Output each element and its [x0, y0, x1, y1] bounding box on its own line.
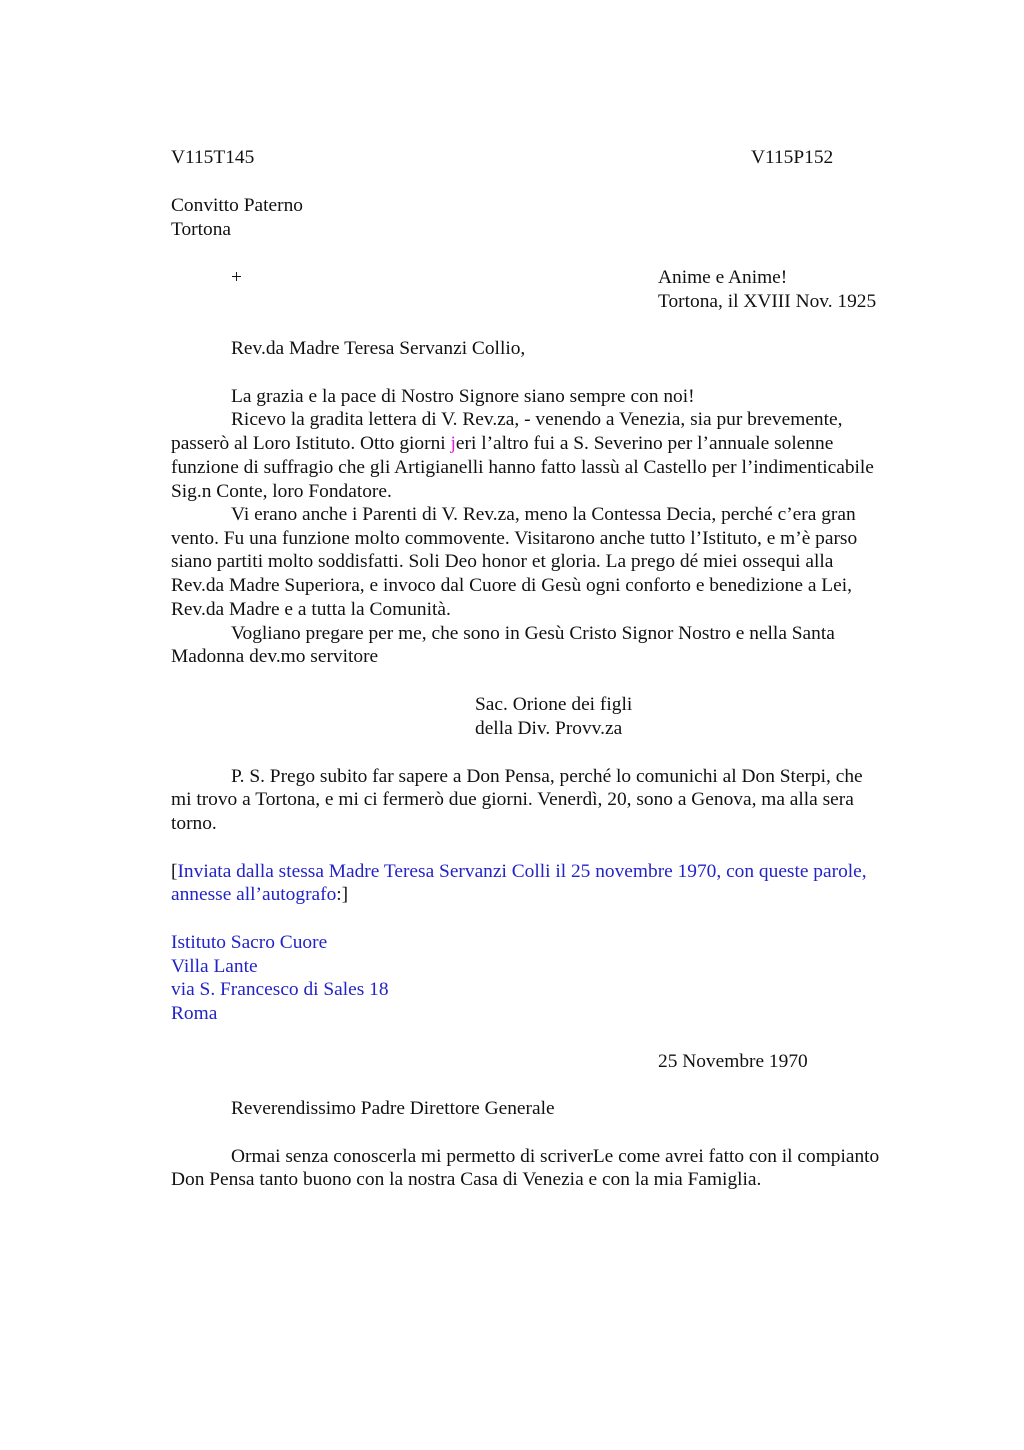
postscript-line1: P. S. Prego subito far sapere a Don Pensa, perché lo comunichi al Don Sterpi, che — [231, 766, 863, 787]
editorial-note-text2: annesse all’autografo — [171, 884, 337, 905]
highlighted-letter: j — [450, 433, 456, 454]
address-line3: via S. Francesco di Sales 18 — [171, 979, 389, 1000]
cross-mark: + — [231, 267, 242, 288]
para1-line2-end: eri l’altro fui a S. Severino per l’annuale solenne — [455, 433, 834, 454]
para1-line4: Sig.n Conte, loro Fondatore. — [171, 481, 392, 502]
para2-line1: Vi erano anche i Parenti di V. Rev.za, meno la Contessa Decia, perché c’era gran — [231, 504, 856, 525]
reply-para-line1: Ormai senza conoscerla mi permetto di scriverLe come avrei fatto con il compianto — [231, 1146, 880, 1167]
editorial-open-bracket: [ — [171, 861, 178, 882]
sender-name: Convitto Paterno — [171, 195, 303, 216]
signature-line1: Sac. Orione dei figli — [475, 694, 633, 715]
editorial-note-line2 — [171, 883, 348, 907]
address-line4: Roma — [171, 1003, 218, 1024]
para2-line5: Rev.da Madre e a tutta la Comunità. — [171, 599, 451, 620]
para2-line2: vento. Fu una funzione molto commovente. Visitarono anche tutto l’Istituto, e m’è parso — [171, 528, 858, 549]
sender-city: Tortona — [171, 219, 232, 240]
para2-line3: siano partiti molto soddisfatti. Soli Deo honor et gloria. La prego dé miei ossequi alla — [171, 551, 834, 572]
para3-line2: Madonna dev.mo servitore — [171, 646, 379, 667]
para1-line1: Ricevo la gradita lettera di V. Rev.za, - venendo a Venezia, sia pur brevemente, — [231, 409, 843, 430]
header-right-code: V115P152 — [751, 147, 834, 168]
motto: Anime e Anime! — [658, 267, 788, 288]
para3-line1: Vogliano pregare per me, che sono in Gesù Cristo Signor Nostro e nella Santa — [231, 623, 835, 644]
address-line2: Villa Lante — [171, 956, 258, 977]
reply-para-line2: Don Pensa tanto buono con la nostra Casa di Venezia e con la mia Famiglia. — [171, 1169, 762, 1190]
greeting: La grazia e la pace di Nostro Signore siano sempre con noi! — [231, 386, 695, 407]
place-date: Tortona, il XVIII Nov. 1925 — [658, 291, 877, 312]
editorial-close-bracket: :] — [336, 884, 349, 905]
editorial-note-text1: Inviata dalla stessa Madre Teresa Servanzi Colli il 25 novembre 1970, con queste parole, — [177, 861, 867, 882]
signature-line2: della Div. Provv.za — [475, 718, 623, 739]
postscript-line3: torno. — [171, 813, 217, 834]
header-left-code: V115T145 — [171, 147, 255, 168]
para1-line3: funzione di suffragio che gli Artigianelli hanno fatto lassù al Castello per l’indimenticabile — [171, 457, 874, 478]
para1-line2-start: passerò al Loro Istituto. Otto giorni — [171, 433, 451, 454]
reply-date: 25 Novembre 1970 — [658, 1051, 808, 1072]
address-line1: Istituto Sacro Cuore — [171, 932, 328, 953]
reply-salutation: Reverendissimo Padre Direttore Generale — [231, 1098, 555, 1119]
editorial-note-line1 — [171, 860, 867, 884]
para1-line2 — [171, 432, 833, 456]
para2-line4: Rev.da Madre Superiora, e invoco dal Cuore di Gesù ogni conforto e benedizione a Lei, — [171, 575, 852, 596]
salutation: Rev.da Madre Teresa Servanzi Collio, — [231, 338, 526, 359]
postscript-line2: mi trovo a Tortona, e mi ci fermerò due giorni. Venerdì, 20, sono a Genova, ma alla sera — [171, 789, 854, 810]
